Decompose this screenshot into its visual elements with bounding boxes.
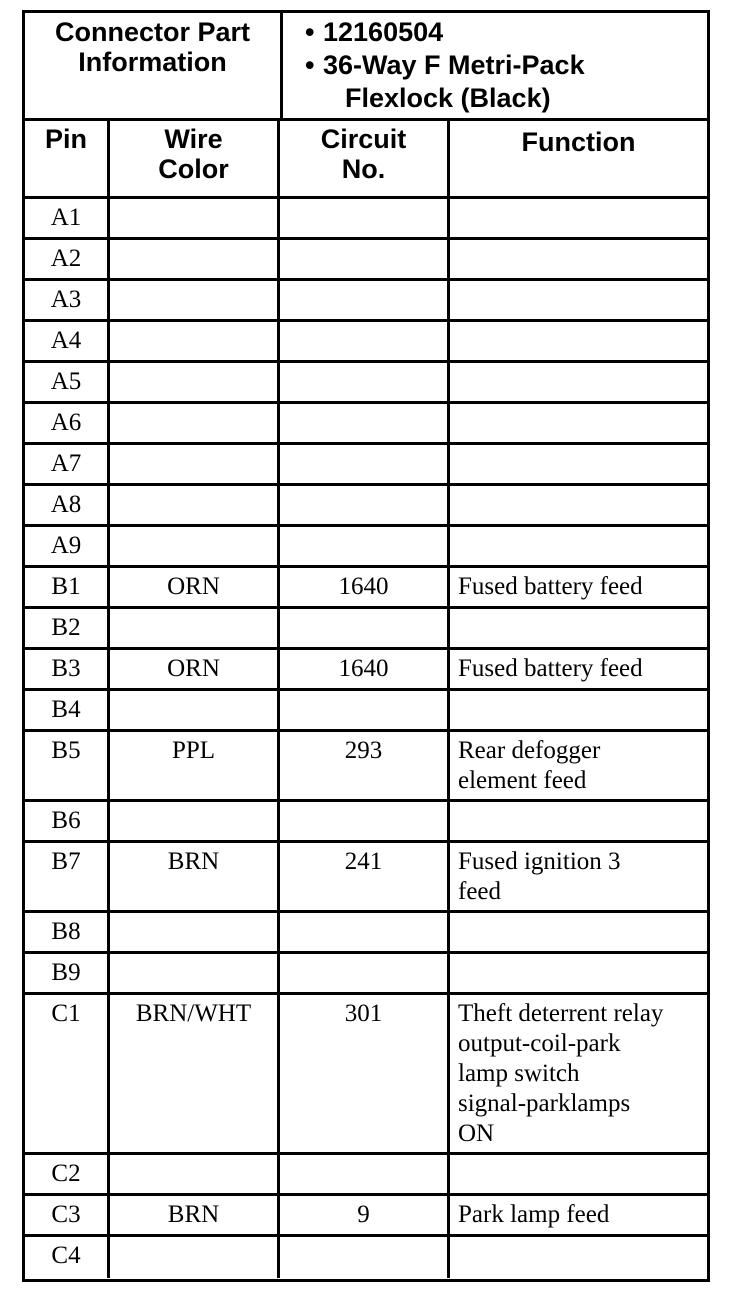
function-cell bbox=[447, 486, 707, 524]
label-line-1: Connector Part bbox=[54, 17, 251, 47]
pin-cell: B8 bbox=[51, 918, 81, 945]
circuit-no-cell bbox=[277, 527, 447, 565]
table-row bbox=[25, 240, 707, 281]
pin-cell: C3 bbox=[51, 1201, 81, 1228]
function-cell bbox=[447, 995, 707, 1152]
function-cell bbox=[447, 802, 707, 840]
function-line: Fused battery feed bbox=[458, 655, 643, 682]
function-cell bbox=[447, 445, 707, 483]
function-cell bbox=[447, 609, 707, 647]
pin-cell: A8 bbox=[50, 491, 82, 518]
function-line: Theft deterrent relay bbox=[458, 1000, 664, 1027]
function-line: signal-parklamps bbox=[458, 1090, 631, 1117]
pin-cell: A4 bbox=[50, 327, 82, 354]
table-row bbox=[25, 363, 707, 404]
wire-color-cell: BRN/WHT bbox=[107, 995, 277, 1152]
col-header-function: Function bbox=[447, 121, 707, 196]
wire-color-cell bbox=[107, 363, 277, 401]
circuit-no-cell bbox=[277, 445, 447, 483]
function-line: Fused ignition 3 bbox=[458, 848, 621, 875]
function-cell bbox=[447, 1155, 707, 1193]
wire-color-cell bbox=[107, 527, 277, 565]
wire-color-cell bbox=[107, 281, 277, 319]
function-cell bbox=[447, 843, 707, 910]
table-row bbox=[25, 802, 707, 843]
function-line: output-coil-park bbox=[458, 1030, 621, 1057]
connector-description: 36-Way F Metri-Pack bbox=[323, 50, 585, 80]
wire-color-cell bbox=[107, 913, 277, 951]
wire-color-cell bbox=[107, 199, 277, 237]
function-cell bbox=[447, 527, 707, 565]
connector-description-cont: Flexlock (Black) bbox=[345, 83, 551, 113]
circuit-no-cell: 9 bbox=[277, 1196, 447, 1234]
circuit-no-cell bbox=[277, 1237, 447, 1278]
wire-color-cell: PPL bbox=[107, 732, 277, 799]
table-row bbox=[25, 1237, 707, 1278]
circuit-no-cell bbox=[277, 363, 447, 401]
wire-color-cell bbox=[107, 445, 277, 483]
circuit-no-cell bbox=[277, 609, 447, 647]
circuit-no-cell bbox=[277, 240, 447, 278]
circuit-no-cell: 293 bbox=[277, 732, 447, 799]
table-row bbox=[25, 913, 707, 954]
wire-color-cell: ORN bbox=[107, 568, 277, 606]
wire-color-cell bbox=[107, 1155, 277, 1193]
pin-cell: C4 bbox=[51, 1242, 81, 1269]
wire-color-cell: BRN bbox=[107, 843, 277, 910]
table-row bbox=[25, 609, 707, 650]
connector-part-info-values bbox=[283, 13, 707, 118]
circuit-no-cell bbox=[277, 404, 447, 442]
pin-cell: B1 bbox=[51, 573, 81, 600]
wire-color-cell: BRN bbox=[107, 1196, 277, 1234]
bullet-icon: • bbox=[305, 50, 315, 80]
function-cell bbox=[447, 954, 707, 992]
function-cell bbox=[447, 363, 707, 401]
circuit-no-cell bbox=[277, 281, 447, 319]
table-row bbox=[25, 281, 707, 322]
pin-cell: A1 bbox=[50, 204, 82, 231]
circuit-no-cell: 1640 bbox=[277, 650, 447, 688]
function-line: Rear defogger bbox=[458, 737, 601, 764]
part-number: 12160504 bbox=[323, 17, 444, 47]
function-line: element feed bbox=[458, 767, 587, 794]
wire-color-cell bbox=[107, 486, 277, 524]
connector-part-info-header bbox=[25, 13, 707, 121]
connector-table bbox=[22, 10, 710, 1282]
bullet-icon: • bbox=[305, 17, 315, 47]
pin-cell: B5 bbox=[51, 737, 81, 764]
table-row bbox=[25, 650, 707, 691]
circuit-no-cell bbox=[277, 954, 447, 992]
circuit-no-cell: 301 bbox=[277, 995, 447, 1152]
pin-cell: A6 bbox=[50, 409, 82, 436]
table-row bbox=[25, 568, 707, 609]
pin-cell: A3 bbox=[50, 286, 82, 313]
wire-color-cell bbox=[107, 691, 277, 729]
circuit-no-cell bbox=[277, 199, 447, 237]
pin-cell: B7 bbox=[51, 848, 81, 875]
table-row bbox=[25, 954, 707, 995]
table-row bbox=[25, 691, 707, 732]
circuit-no-cell bbox=[277, 486, 447, 524]
pin-cell: A9 bbox=[50, 532, 82, 559]
pin-cell: A2 bbox=[50, 245, 82, 272]
pin-cell: A5 bbox=[50, 368, 82, 395]
wire-color-cell bbox=[107, 322, 277, 360]
function-cell bbox=[447, 281, 707, 319]
wire-color-cell bbox=[107, 240, 277, 278]
function-line: ON bbox=[458, 1120, 495, 1147]
circuit-no-cell: 1640 bbox=[277, 568, 447, 606]
function-line: Fused battery feed bbox=[458, 573, 643, 600]
pin-cell: C2 bbox=[51, 1160, 81, 1187]
wire-color-cell bbox=[107, 954, 277, 992]
pin-cell: B4 bbox=[51, 696, 81, 723]
circuit-no-cell bbox=[277, 691, 447, 729]
pin-cell: B2 bbox=[51, 614, 81, 641]
table-row bbox=[25, 404, 707, 445]
table-row bbox=[25, 445, 707, 486]
col-header-wire-color: Wire Color bbox=[107, 121, 277, 196]
function-cell bbox=[447, 240, 707, 278]
function-cell bbox=[447, 1237, 707, 1278]
function-cell bbox=[447, 691, 707, 729]
function-line: feed bbox=[458, 878, 502, 905]
table-row bbox=[25, 527, 707, 568]
table-row bbox=[25, 732, 707, 802]
circuit-no-cell bbox=[277, 1155, 447, 1193]
column-header-row bbox=[25, 121, 707, 199]
table-row bbox=[25, 843, 707, 913]
col-header-pin: Pin bbox=[44, 124, 87, 154]
table-row bbox=[25, 199, 707, 240]
function-cell bbox=[447, 732, 707, 799]
function-cell bbox=[447, 199, 707, 237]
table-row bbox=[25, 1155, 707, 1196]
table-row bbox=[25, 322, 707, 363]
col-header-circuit-no: Circuit No. bbox=[277, 121, 447, 196]
circuit-no-cell bbox=[277, 802, 447, 840]
wire-color-cell bbox=[107, 404, 277, 442]
function-cell bbox=[447, 568, 707, 606]
function-line: Park lamp feed bbox=[458, 1201, 610, 1228]
pin-cell: A7 bbox=[50, 450, 82, 477]
pin-cell: B6 bbox=[51, 807, 81, 834]
wire-color-cell bbox=[107, 609, 277, 647]
wire-color-cell: ORN bbox=[107, 650, 277, 688]
function-cell bbox=[447, 404, 707, 442]
connector-part-info-label bbox=[25, 13, 283, 118]
wire-color-cell bbox=[107, 1237, 277, 1278]
pin-cell: C1 bbox=[51, 1000, 81, 1027]
function-line: lamp switch bbox=[458, 1060, 580, 1087]
pin-cell: B3 bbox=[51, 655, 81, 682]
wire-color-cell bbox=[107, 802, 277, 840]
label-line-2: Information bbox=[78, 47, 227, 77]
function-cell bbox=[447, 322, 707, 360]
table-row bbox=[25, 486, 707, 527]
function-cell bbox=[447, 650, 707, 688]
function-cell bbox=[447, 913, 707, 951]
circuit-no-cell: 241 bbox=[277, 843, 447, 910]
table-row bbox=[25, 1196, 707, 1237]
pin-cell: B9 bbox=[51, 959, 81, 986]
circuit-no-cell bbox=[277, 913, 447, 951]
table-row bbox=[25, 995, 707, 1155]
circuit-no-cell bbox=[277, 322, 447, 360]
function-cell bbox=[447, 1196, 707, 1234]
